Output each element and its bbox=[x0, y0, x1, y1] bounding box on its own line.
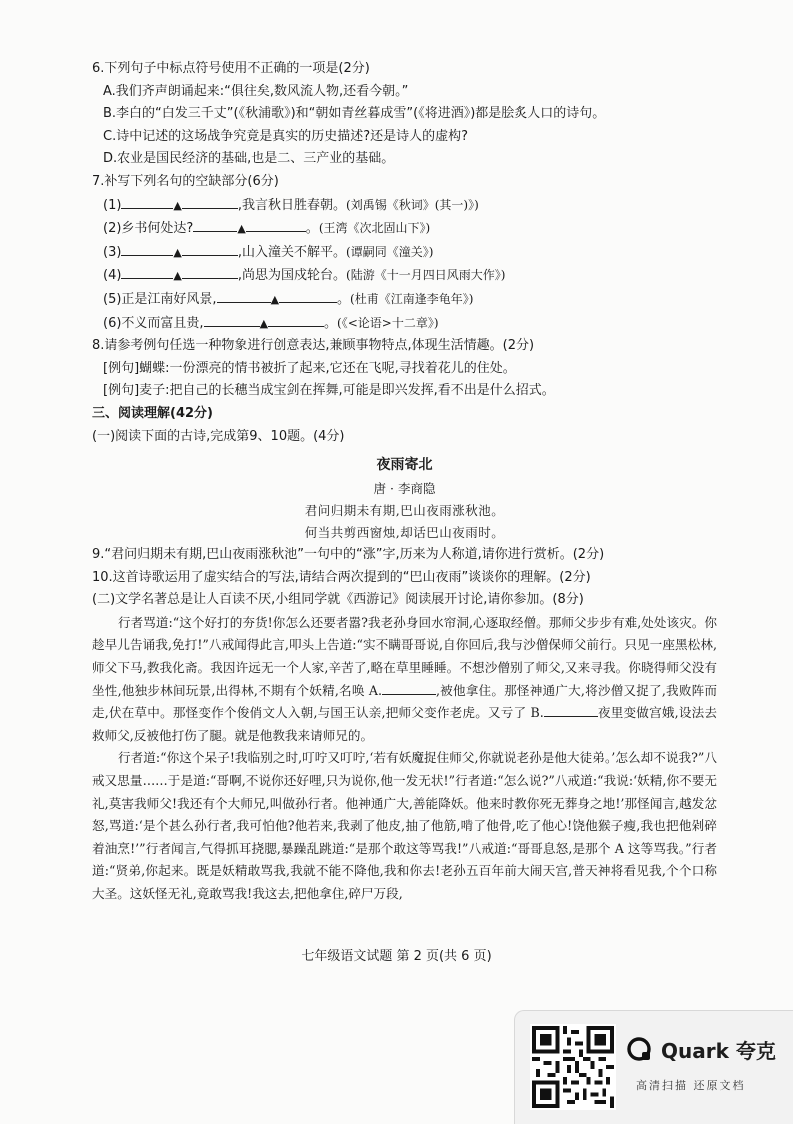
option-6b: B.李白的“白发三千丈”(《秋浦歌》)和“朝如青丝暮成雪”(《将进酒》)都是脍炙人口的诗句。 bbox=[103, 106, 606, 122]
poem-line-2: 何当共剪西窗烛,却话巴山夜雨时。 bbox=[304, 525, 505, 541]
q7-item-1: (1) ▲ ,我言秋日胜春朝。(刘禹锡《秋词》(其一)》) bbox=[92, 194, 717, 218]
question-7: 7.补写下列名句的空缺部分(6分) bbox=[92, 173, 279, 189]
question-8: 8.请参考例句任选一种物象进行创意表达,兼顾事物特点,体现生活情趣。(2分) bbox=[92, 338, 535, 354]
q7-item-2: (2)乡书何处达? ▲ 。(王湾《次北固山下》) bbox=[92, 217, 717, 241]
quark-brand-name: Quark 夸克 bbox=[661, 1039, 776, 1063]
option-6a: A.我们齐声朗诵起来:“俱往矣,数风流人物,还看今朝。” bbox=[103, 83, 409, 99]
quark-brand bbox=[627, 1035, 776, 1064]
q8-example-2: [例句]麦子:把自己的长穗当成宝剑在挥舞,可能是即兴发挥,看不出是什么招式。 bbox=[103, 383, 555, 399]
q7-item-6: (6)不义而富且贵, ▲ 。(《<论语>十二章》) bbox=[92, 312, 717, 336]
qr-code-icon bbox=[530, 1024, 616, 1110]
section-3-heading: 三、阅读理解(42分) bbox=[92, 405, 213, 421]
q7-item-5: (5)正是江南好风景, ▲ 。(杜甫《江南逢李龟年》) bbox=[92, 288, 717, 312]
quark-scan-badge[interactable] bbox=[514, 1010, 793, 1124]
q8-example-1: [例句]蝴蝶:一份漂亮的情书被折了起来,它还在飞呢,寻找着花儿的住处。 bbox=[103, 360, 516, 376]
poem-line-1: 君问归期未有期,巴山夜雨涨秋池。 bbox=[304, 503, 505, 519]
quark-tagline: 高清扫描 还原文档 bbox=[636, 1079, 746, 1092]
part-1-heading: (一)阅读下面的古诗,完成第9、10题。(4分) bbox=[92, 428, 345, 444]
question-10: 10.这首诗歌运用了虚实结合的写法,请结合两次提到的“巴山夜雨”谈谈你的理解。(2分) bbox=[92, 569, 591, 585]
passage-paragraph-2: 行者道:“你这个呆子!我临别之时,叮咛又叮咛,‘若有妖魔捉住师父,你就说老孙是他大徒弟。’怎么却不说我?”八戒又思量……于是道:“哥啊,不说你还好哩,只为说你,他一发无状!”行者道:“怎么说?”八戒道:“我说:‘妖精,你不要无礼,莫害我师父!我还有个大师兄,叫做孙行者。他神通广大,善能降妖。他来时教你死无葬身之地!’那怪闻言,越发忿怒,骂道:‘是个甚么孙行者,我可怕他?他若来,我剥了他皮,抽了他筋,啃了他骨,吃了他心!饶他猴子瘦,我也把他剁碎着油烹!’”行者闻言,气得抓耳挠腮,暴躁乱跳道:“是那个敢这等骂我!”八戒道:“哥哥息怒,是那个 A 这等骂我。”行者道:“贤弟,你起来。既是妖精敢骂我,我就不能不降他,我和你去!老孙五百年前大闹天宫,普天神将看见我,个个口称大圣。这妖怪无礼,竟敢骂我!我这去,把他拿住,碎尸万段, bbox=[92, 750, 717, 901]
quark-logo-icon bbox=[627, 1037, 653, 1063]
part-2-heading: (二)文学名著总是让人百读不厌,小组同学就《西游记》阅读展开讨论,请你参加。(8分) bbox=[92, 592, 584, 608]
poem-author: 唐 · 李商隐 bbox=[373, 481, 436, 497]
q7-item-3: (3) ▲ ,山入潼关不解平。(谭嗣同《潼关》) bbox=[92, 241, 717, 265]
option-6d: D.农业是国民经济的基础,也是二、三产业的基础。 bbox=[103, 151, 395, 167]
q7-item-4: (4) ▲ ,尚思为国戍轮台。(陆游《十一月四日风雨大作》) bbox=[92, 264, 717, 288]
question-6: 6.下列句子中标点符号使用不正确的一项是(2分) bbox=[92, 61, 370, 76]
exam-page bbox=[92, 58, 717, 906]
option-6c: C.诗中记述的这场战争究竟是真实的历史描述?还是诗人的虚构? bbox=[103, 128, 469, 144]
passage-paragraph-1: 行者骂道:“这个好打的夯货!你怎么还要者嚣?我老孙身回水帘洞,心逐取经僧。那师父步步有难,处处该灾。你趁早儿告诵我,免打!”八戒闻得此言,叩头上告道:“实不瞒哥哥说,自你回后,我与沙僧保师父前行。只见一座黑松林,师父下马,教我化斋。我因许远无一个人家,辛苦了,略在草里睡睡。不想沙僧别了师父,又来寻我。你晓得师父没有坐性,他独步林间玩景,出得林,不期有个妖精,名唤 A. ,被他拿住。那怪神通广大,将沙僧又捉了,我败阵而走,伏在草中。那怪变作个俊俏文人入朝,与国王认亲,把师父变作老虎。又亏了 B. 夜里变做宫娥,设法去救师父,反被他打伤了腿。就是他教我来请师兄的。 bbox=[92, 614, 717, 743]
question-9: 9.“君问归期未有期,巴山夜雨涨秋池”一句中的“涨”字,历来为人称道,请你进行赏析。(2分) bbox=[92, 547, 605, 563]
page-footer: 七年级语文试题 第 2 页(共 6 页) bbox=[301, 949, 492, 964]
poem-title: 夜雨寄北 bbox=[376, 457, 433, 474]
